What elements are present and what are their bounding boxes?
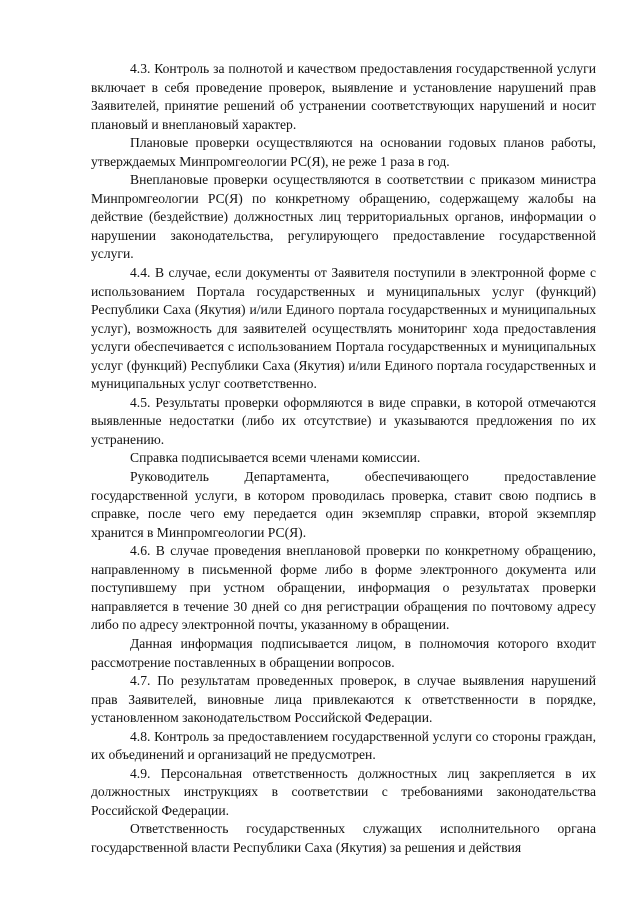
paragraph-4-8: 4.8. Контроль за предоставлением государственной услуги со стороны граждан, их объединений и организаций не предусмотрен.	[91, 728, 596, 763]
document-page	[91, 60, 596, 858]
paragraph-unplanned-inspections: Внеплановые проверки осуществляются в соответствии с приказом министра Минпромгеологии РС(Я) по конкретному обращению, содержащему жалобы на действие (бездействие) должностных лиц территориальных органов, информации о нарушении законодательства, регулирующего предоставление государственной услуги.	[91, 172, 596, 262]
paragraph-4-3: 4.3. Контроль за полнотой и качеством предоставления государственной услуги включает в себя проведение проверок, выявление и установление нарушений прав Заявителей, принятие решений об устранении соответствующих нарушений и носит плановый и внеплановый характер.	[91, 61, 596, 132]
paragraph-commission-signature: Справка подписывается всеми членами комиссии.	[130, 450, 421, 466]
paragraph-civil-servants-responsibility: Ответственность государственных служащих исполнительного органа государственной власти Республики Саха (Якутия) за решения и действия	[91, 821, 596, 855]
paragraph-information-signed: Данная информация подписывается лицом, в полномочия которого входит рассмотрение поставленных в обращении вопросов.	[91, 635, 596, 670]
paragraph-4-7: 4.7. По результатам проведенных проверок, в случае выявления нарушений прав Заявителей, виновные лица привлекаются к ответственности в порядке, установленном законодательством Российской Федерации.	[91, 673, 596, 726]
paragraph-4-4: 4.4. В случае, если документы от Заявителя поступили в электронной форме с использованием Портала государственных и муниципальных услуг (функций) Республики Саха (Якутия) и/или Единого портала государственных и муниципальных услуг), возможность для заявителей осуществлять мониторинг хода предоставления услуги обеспечивается с использованием Портала государственных и муниципальных услуг (функций) Республики Саха (Якутия) и/или Единого портала государственных и муниципальных услуг соответственно.	[91, 265, 596, 392]
paragraph-planned-inspections: Плановые проверки осуществляются на основании годовых планов работы, утверждаемых Минпромгеологии РС(Я), не реже 1 раза в год.	[91, 135, 596, 169]
paragraph-4-9: 4.9. Персональная ответственность должностных лиц закрепляется в их должностных инструкциях в соответствии с требованиями законодательства Российской Федерации.	[91, 765, 596, 818]
paragraph-department-head: Руководитель Департамента, обеспечивающего предоставление государственной услуги, в котором проводилась проверка, ставит свою подпись в справке, после чего ему передается один экземпляр справки, второй экземпляр хранится в Минпромгеологии РС(Я).	[91, 469, 596, 540]
paragraph-4-5: 4.5. Результаты проверки оформляются в виде справки, в которой отмечаются выявленные недостатки (либо их отсутствие) и указываются предложения по их устранению.	[91, 394, 596, 447]
paragraph-4-6: 4.6. В случае проведения внеплановой проверки по конкретному обращению, направленному в письменной форме либо в форме электронного документа или поступившему при устном обращении, информация о результатах проверки направляется в течение 30 дней со дня регистрации обращения по почтовому адресу либо по адресу электронной почты, указанному в обращении.	[91, 543, 596, 633]
